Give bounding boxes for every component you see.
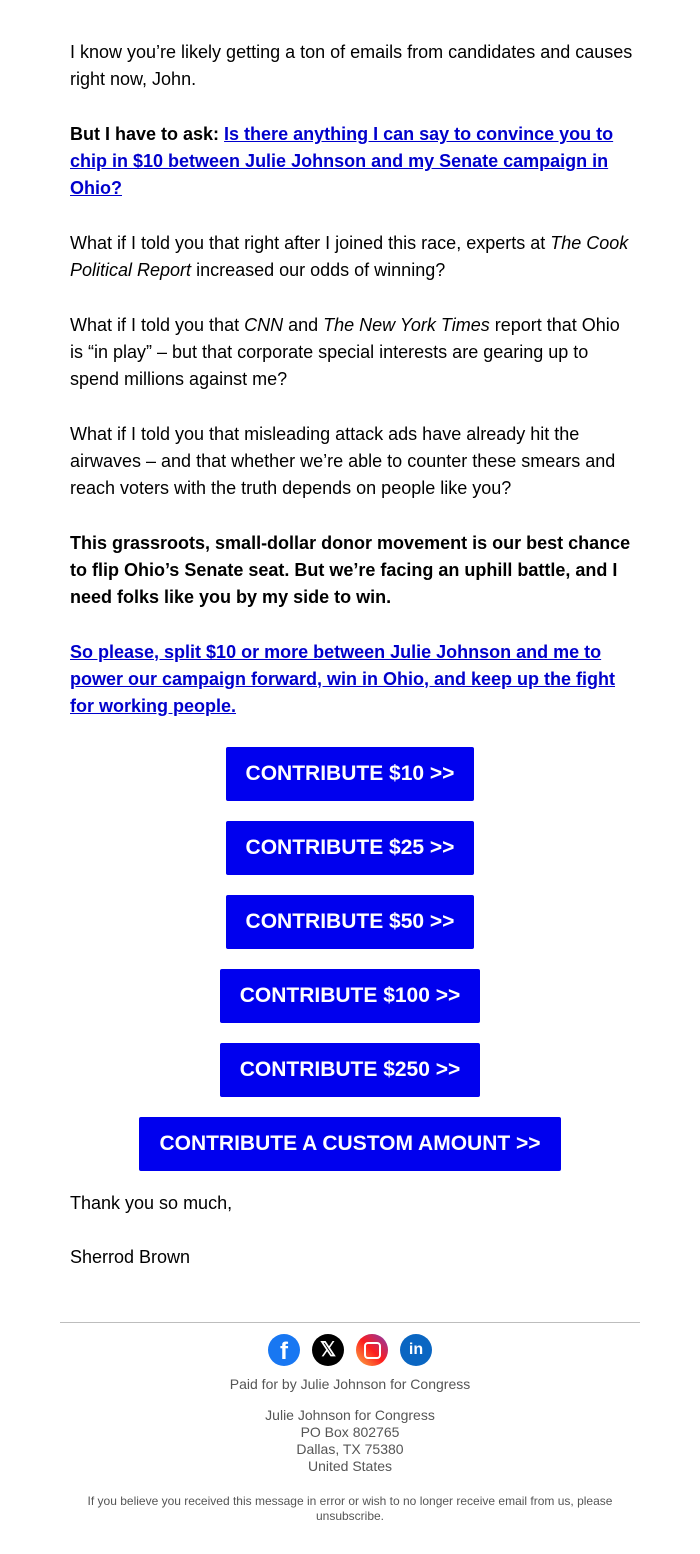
paid-for-text: Paid for by Julie Johnson for Congress: [229, 1376, 471, 1392]
paragraph-media: [70, 312, 635, 393]
contribute-buttons: [0, 747, 700, 1191]
address-line: Julie Johnson for Congress: [265, 1407, 435, 1423]
cta-link[interactable]: So please, split $10 or more between Julie Johnson and me to power our campaign forward, win in Ohio, and keep up the fight for working people.: [70, 642, 616, 716]
facebook-icon[interactable]: f: [268, 1334, 300, 1366]
paragraph-cta: [70, 639, 635, 720]
text: increased our odds of winning?: [191, 260, 446, 280]
paragraph-attack-ads: What if I told you that misleading attack ads have already hit the airwaves – and that whether we’re able to counter these smears and reach voters with the truth depends on people like you?: [70, 424, 616, 498]
contribute-25-button[interactable]: CONTRIBUTE $25 >>: [226, 821, 475, 875]
mailing-address: [0, 1407, 700, 1475]
social-links: [0, 1334, 700, 1366]
footer-divider: [60, 1322, 640, 1323]
address-line: PO Box 802765: [300, 1424, 400, 1440]
contribute-250-button[interactable]: CONTRIBUTE $250 >>: [220, 1043, 481, 1097]
publication-name: The Cook Political Report: [70, 233, 629, 280]
address-line: Dallas, TX 75380: [296, 1441, 404, 1457]
text: What if I told you that: [70, 315, 245, 335]
email-body: [70, 39, 635, 748]
instagram-icon[interactable]: [356, 1334, 388, 1366]
bold-text: This grassroots, small-dollar donor movement is our best chance to flip Ohio’s Senate seat. But we’re facing an uphill battle, and I need folks like you by my side to win.: [70, 533, 631, 607]
text: report that Ohio is “in play” – but that corporate special interests are gearing up to spend millions against me?: [70, 315, 620, 389]
paragraph-ask: [70, 121, 635, 202]
text: and: [283, 315, 324, 335]
ask-link[interactable]: Is there anything I can say to convince you to chip in $10 between Julie Johnson and my Senate campaign in Ohio?: [70, 124, 614, 198]
address-line: United States: [307, 1458, 393, 1474]
contribute-100-button[interactable]: CONTRIBUTE $100 >>: [220, 969, 481, 1023]
signature-name: Sherrod Brown: [70, 1247, 191, 1267]
ask-lead: But I have to ask:: [70, 124, 225, 144]
paragraph-cook: [70, 230, 635, 284]
signoff: [70, 1190, 232, 1298]
paragraph-grassroots: [70, 530, 635, 611]
paragraph-intro: I know you’re likely getting a ton of emails from candidates and causes right now, John.: [70, 42, 633, 89]
unsubscribe-text[interactable]: If you believe you received this message in error or wish to no longer receive email from us, please unsubscribe.: [87, 1494, 613, 1523]
linkedin-icon[interactable]: in: [400, 1334, 432, 1366]
x-icon[interactable]: 𝕏: [312, 1334, 344, 1366]
publication-name: The New York Times: [323, 315, 490, 335]
text: What if I told you that right after I joined this race, experts at: [70, 233, 551, 253]
thanks-text: Thank you so much,: [70, 1193, 233, 1213]
contribute-custom-button[interactable]: CONTRIBUTE A CUSTOM AMOUNT >>: [139, 1117, 560, 1171]
publication-name: CNN: [244, 315, 284, 335]
contribute-10-button[interactable]: CONTRIBUTE $10 >>: [226, 747, 475, 801]
contribute-50-button[interactable]: CONTRIBUTE $50 >>: [226, 895, 475, 949]
